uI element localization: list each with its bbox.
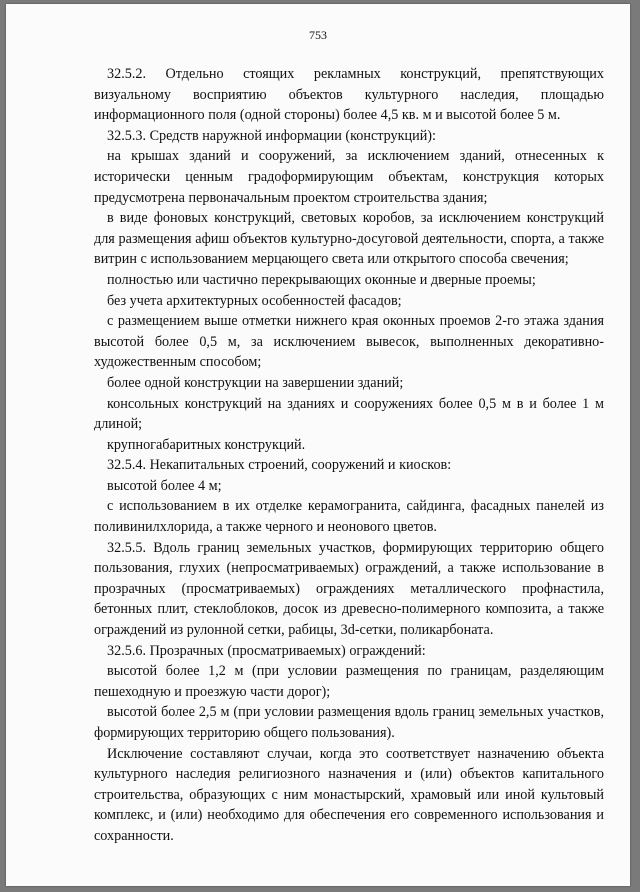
list-item-above-second-floor: с размещением выше отметки нижнего края оконных проемов 2-го этажа здания высотой более 0,5 м, за исключением вывесок, выполненных декоративно-художественным способом; [94,313,604,371]
list-item-large-constructions: крупногабаритных конструкций. [107,436,306,453]
list-item-height-4m: высотой более 4 м; [107,477,222,494]
list-item-facade-features: без учета архитектурных особенностей фасадов; [107,292,402,309]
paragraph-32-5-6: 32.5.6. Прозрачных (просматриваемых) ограждений: [107,642,426,659]
paragraph-32-5-4: 32.5.4. Некапитальных строений, сооружений и киосков: [107,457,452,474]
paragraph-exception: Исключение составляют случаи, когда это соответствует назначению объекта культурного наследия религиозного назначения и (или) объектов капитального строительства, образующих с ним монастырский, храмовый или иной культовый комплекс, и (или) необходимо для обеспечения его современного использования и сохранности. [94,745,604,844]
list-item-finishing-materials: с использованием в их отделке керамогранита, сайдинга, фасадных панелей из поливинилхлорида, а также черного и неонового цветов. [94,498,604,536]
document-page [6,4,630,886]
list-item-window-openings: полностью или частично перекрывающих оконные и дверные проемы; [107,271,536,288]
paragraph-32-5-5: 32.5.5. Вдоль границ земельных участков, формирующих территорию общего пользования, глухих (непросматриваемых) ограждений, а также использование в прозрачных (просматриваемых) ограждениях металлического профнастила, бетонных плит, стеклоблоков, досок из древесно-полимерного композита, а также ограждений из рулонной сетки, рабицы, 3d-сетки, поликарбоната. [94,539,604,639]
list-item-height-1-2m: высотой более 1,2 м (при условии размещения по границам, разделяющим пешеходную и проезжую части дорог); [94,663,604,700]
document-body [94,64,604,847]
list-item-roofs: на крышах зданий и сооружений, за исключением зданий, отнесенных к исторически ценным градоформирующим объектам, конструкция которых предусмотрена первоначальным проектом строительства здания; [94,148,604,206]
list-item-height-2-5m: высотой более 2,5 м (при условии размещения вдоль границ земельных участков, формирующих территорию общего пользования). [94,704,604,741]
list-item-console-constructions: консольных конструкций на зданиях и сооружениях более 0,5 м в и более 1 м длиной; [94,395,604,433]
page-number: 753 [309,28,327,42]
paragraph-32-5-2: 32.5.2. Отдельно стоящих рекламных конструкций, препятствующих визуальному восприятию объектов культурного наследия, площадью информационного поля (одной стороны) более 4,5 кв. м и высотой более 5 м. [94,66,604,124]
paragraph-32-5-3: 32.5.3. Средств наружной информации (конструкций): [107,127,436,144]
list-item-building-top: более одной конструкции на завершении зданий; [107,374,404,391]
list-item-background-constructions: в виде фоновых конструкций, световых коробов, за исключением конструкций для размещения афиш объектов культурно-досуговой деятельности, спорта, а также витрин с использованием мерцающего света или открытого способа свечения; [94,210,604,268]
